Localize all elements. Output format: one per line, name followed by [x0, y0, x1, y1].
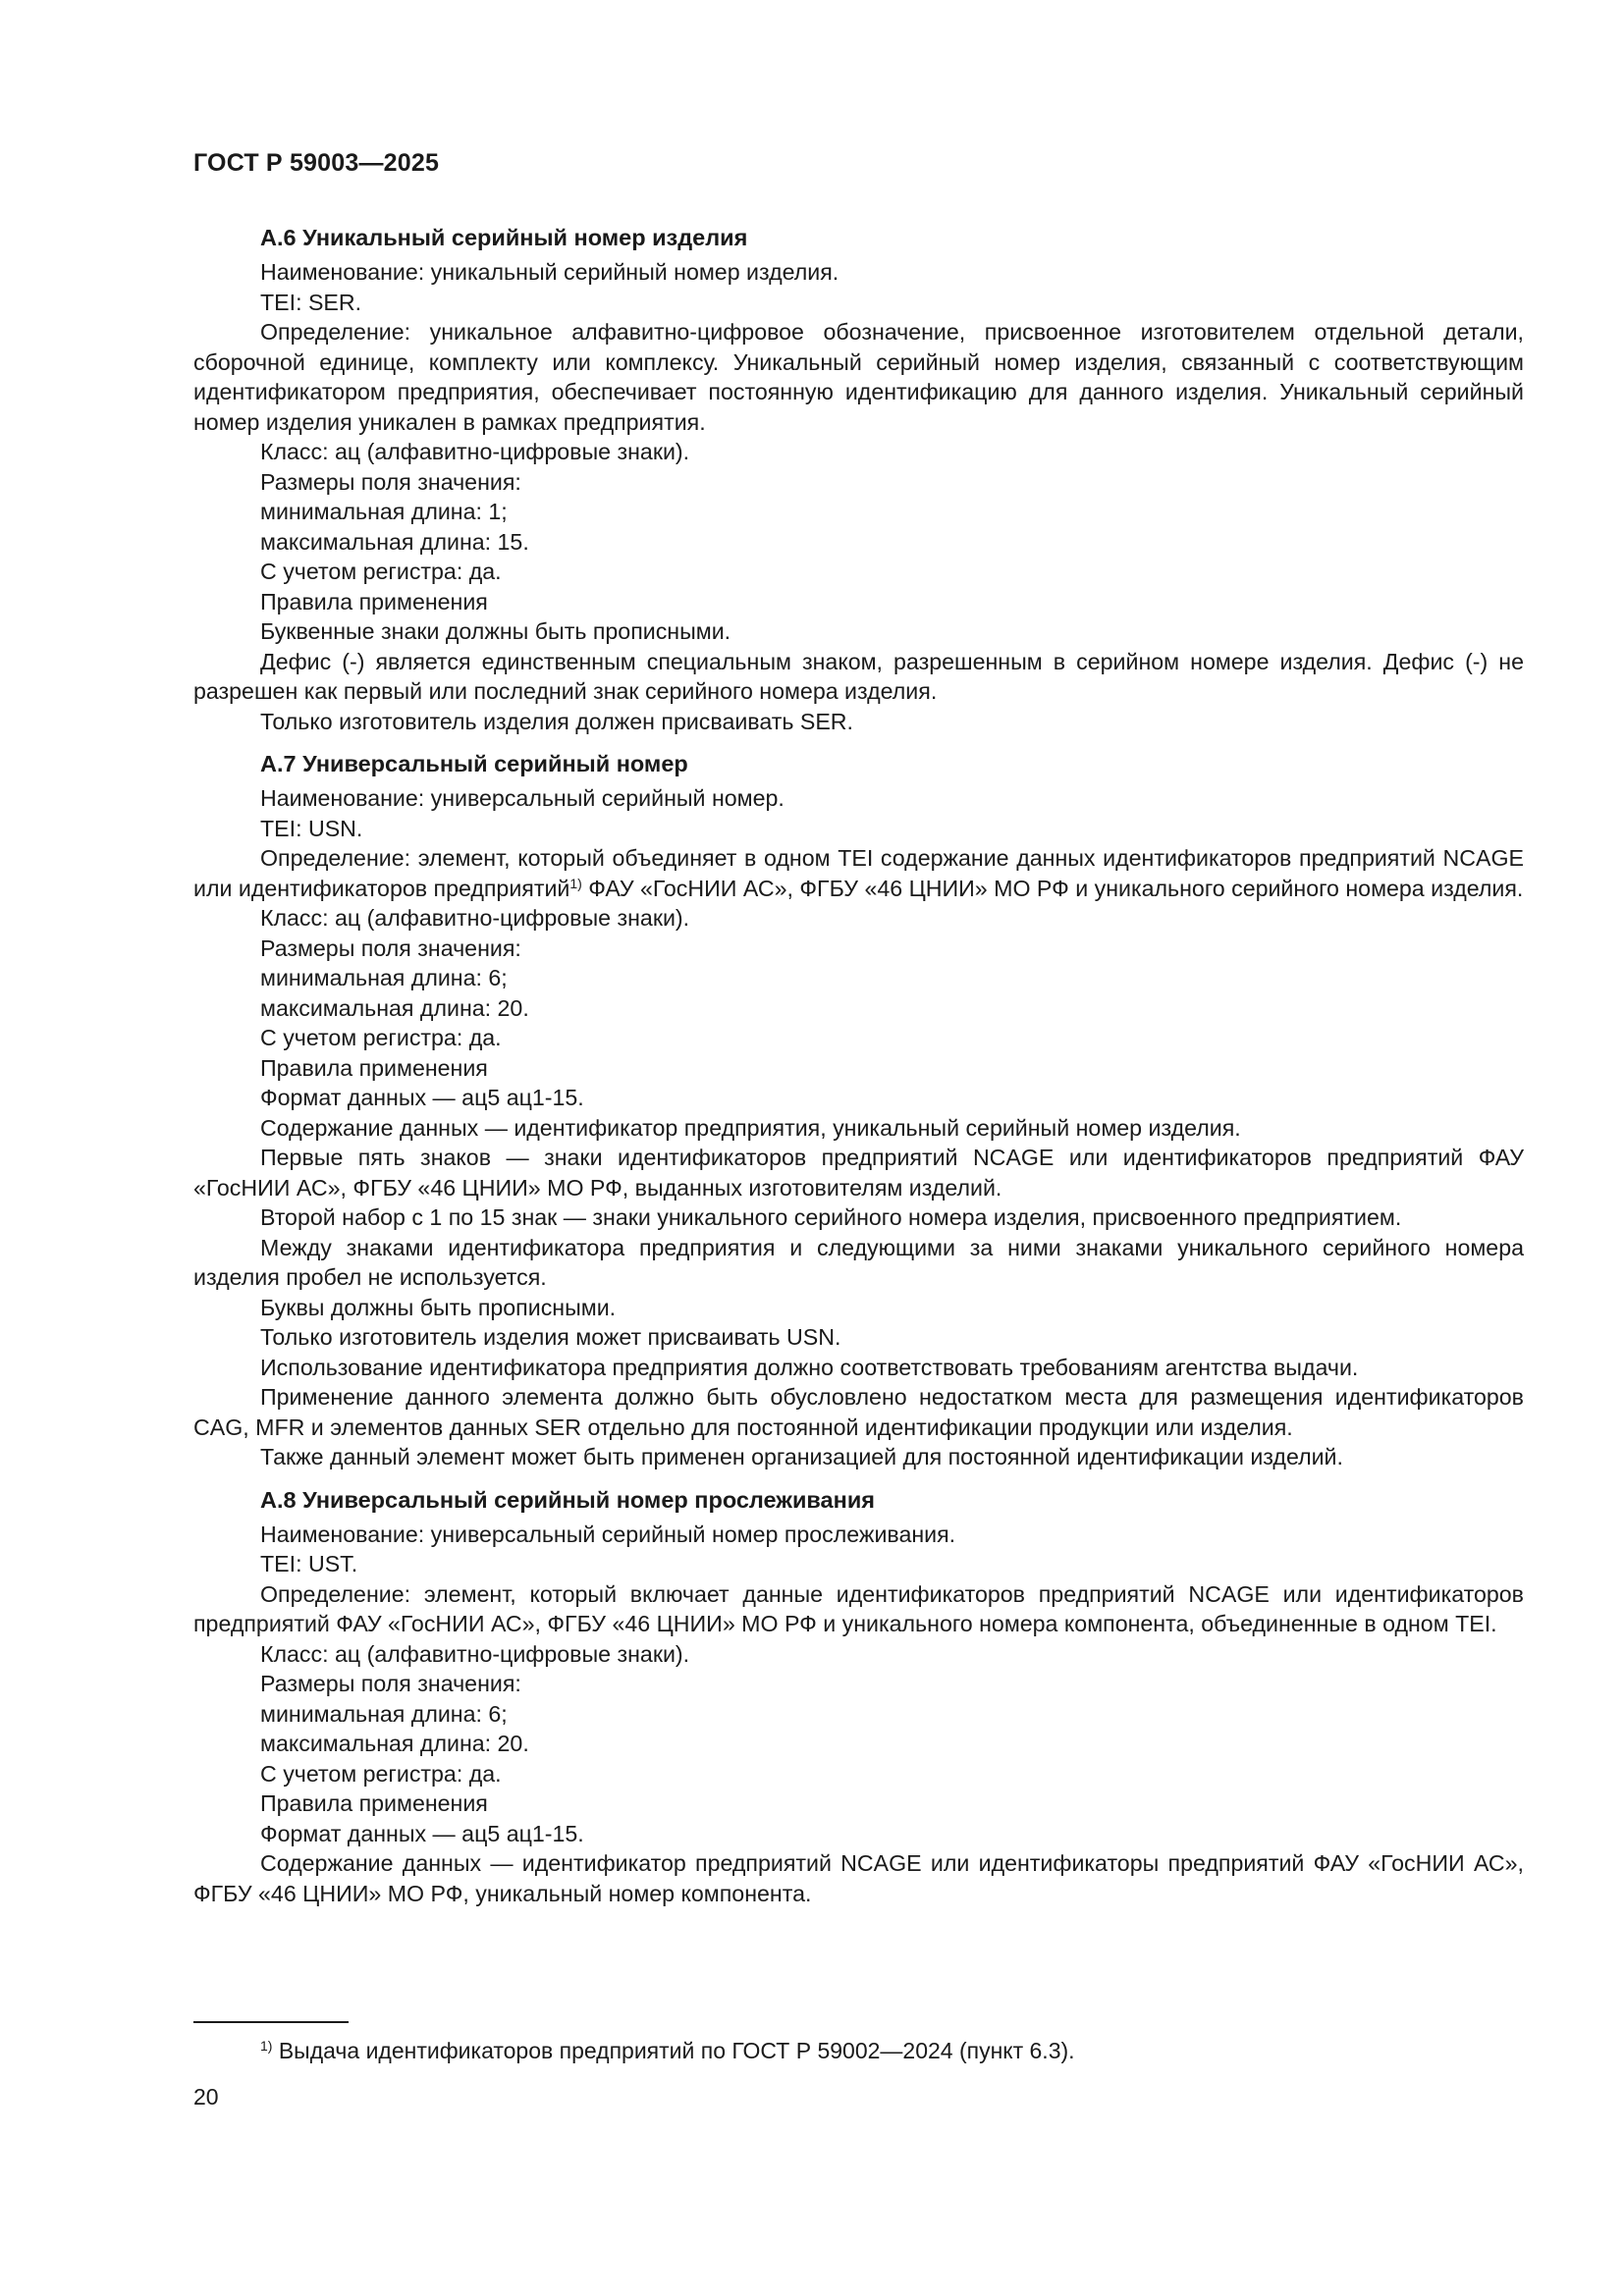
document-code-header: ГОСТ Р 59003—2025 [193, 149, 440, 177]
paragraph: TEI: UST. [260, 1551, 358, 1576]
paragraph: Только изготовитель изделия может присваивать USN. [260, 1324, 841, 1350]
paragraph: максимальная длина: 20. [260, 994, 529, 1021]
footnote-text: Выдача идентификаторов предприятий по ГОСТ Р 59002—2024 (пункт 6.3). [272, 2038, 1075, 2063]
paragraph: TEI: USN. [260, 815, 363, 841]
paragraph: Класс: ац (алфавитно-цифровые знаки). [260, 1640, 690, 1667]
paragraph: С учетом регистра: да. [260, 1760, 502, 1787]
footnote [193, 2036, 1524, 2065]
paragraph: Первые пять знаков — знаки идентификаторов предприятий NCAGE или идентификаторов предприятий ФАУ «ГосНИИ АС», ФГБУ «46 ЦНИИ» МО РФ, выданных изготовителям изделий. [193, 1145, 1524, 1201]
section-a7 [193, 748, 1524, 1472]
paragraph: Содержание данных — идентификатор предприятия, уникальный серийный номер изделия. [260, 1114, 1241, 1141]
paragraph: Также данный элемент может быть применен организацией для постоянной идентификации изделий. [260, 1444, 1343, 1469]
paragraph: Определение: уникальное алфавитно-цифровое обозначение, присвоенное изготовителем отдельной детали, сборочной единице, комплекту или комплексу. Уникальный серийный номер изделия, связанный с соответствующим идентификатором предприятия, обеспечивает постоянную идентификацию для данного изделия. Уникальный серийный номер изделия уникален в рамках предприятия. [193, 319, 1524, 435]
paragraph: Наименование: универсальный серийный номер. [260, 785, 785, 811]
paragraph: Формат данных — ац5 ац1-15. [260, 1085, 584, 1110]
paragraph: минимальная длина: 6; [260, 1700, 508, 1727]
paragraph: Формат данных — ац5 ац1-15. [260, 1820, 584, 1846]
paragraph: С учетом регистра: да. [260, 1025, 502, 1050]
definition-paragraph [193, 843, 1524, 903]
paragraph: минимальная длина: 6; [260, 965, 508, 990]
page-number: 20 [193, 2084, 219, 2109]
section-a8 [193, 1484, 1524, 1909]
paragraph: максимальная длина: 15. [260, 528, 529, 555]
paragraph: Правила применения [260, 1790, 488, 1816]
definition-text-start: Определение: элемент, который объединяет в одном TEI содержание данных идентификаторов предприятий NCAGE или идентификаторов предприятий [193, 845, 1524, 901]
paragraph: С учетом регистра: да. [260, 559, 502, 584]
paragraph: Между знаками идентификатора предприятия и следующими за ними знаками уникального серийного номера изделия пробел не используется. [193, 1234, 1524, 1290]
paragraph: Размеры поля значения: [260, 1671, 521, 1696]
paragraph: Только изготовитель изделия должен присваивать SER. [260, 708, 853, 734]
paragraph: Дефис (-) является единственным специальным знаком, разрешенным в серийном номере изделия. Дефис (-) не разрешен как первый или последний знак серийного номера изделия. [193, 648, 1524, 704]
paragraph: Правила применения [260, 588, 488, 614]
paragraph: Буквенные знаки должны быть прописными. [260, 618, 731, 644]
paragraph: Содержание данных — идентификатор предприятий NCAGE или идентификаторы предприятий ФАУ «ГосНИИ АС», ФГБУ «46 ЦНИИ» МО РФ, уникальный номер компонента. [193, 1850, 1524, 1906]
paragraph: Класс: ац (алфавитно-цифровые знаки). [260, 439, 690, 464]
footnote-marker: 1) [260, 2038, 273, 2054]
section-a6 [193, 222, 1524, 736]
section-heading: А.7 Универсальный серийный номер [260, 751, 688, 776]
section-heading: А.6 Уникальный серийный номер изделия [260, 225, 748, 250]
paragraph: Наименование: уникальный серийный номер изделия. [260, 259, 839, 285]
paragraph: Правила применения [260, 1054, 488, 1081]
definition-text-end: ФАУ «ГосНИИ АС», ФГБУ «46 ЦНИИ» МО РФ и уникального серийного номера изделия. [581, 875, 1524, 901]
paragraph: Размеры поля значения: [260, 468, 521, 495]
paragraph: Второй набор с 1 по 15 знак — знаки уникального серийного номера изделия, присвоенного предприятием. [260, 1204, 1402, 1230]
paragraph: Буквы должны быть прописными. [260, 1294, 617, 1320]
paragraph: Наименование: универсальный серийный номер прослеживания. [260, 1521, 956, 1547]
paragraph: минимальная длина: 1; [260, 499, 508, 524]
document-body [193, 222, 1524, 1920]
paragraph: Определение: элемент, который включает данные идентификаторов предприятий NCAGE или идентификаторов предприятий ФАУ «ГосНИИ АС», ФГБУ «46 ЦНИИ» МО РФ и уникального номера компонента, объединенные в одном TEI. [193, 1580, 1524, 1636]
paragraph: TEI: SER. [260, 289, 362, 315]
footnote-marker: 1) [569, 875, 582, 891]
paragraph: Класс: ац (алфавитно-цифровые знаки). [260, 905, 690, 931]
paragraph: Использование идентификатора предприятия должно соответствовать требованиям агентства выдачи. [260, 1354, 1359, 1380]
footnote-separator [193, 2021, 349, 2023]
paragraph: Применение данного элемента должно быть обусловлено недостатком места для размещения идентификаторов CAG, MFR и элементов данных SER отдельно для постоянной идентификации продукции или изделия. [193, 1384, 1524, 1440]
section-heading: А.8 Универсальный серийный номер прослеживания [260, 1486, 875, 1513]
paragraph: Размеры поля значения: [260, 934, 521, 961]
paragraph: максимальная длина: 20. [260, 1731, 529, 1756]
